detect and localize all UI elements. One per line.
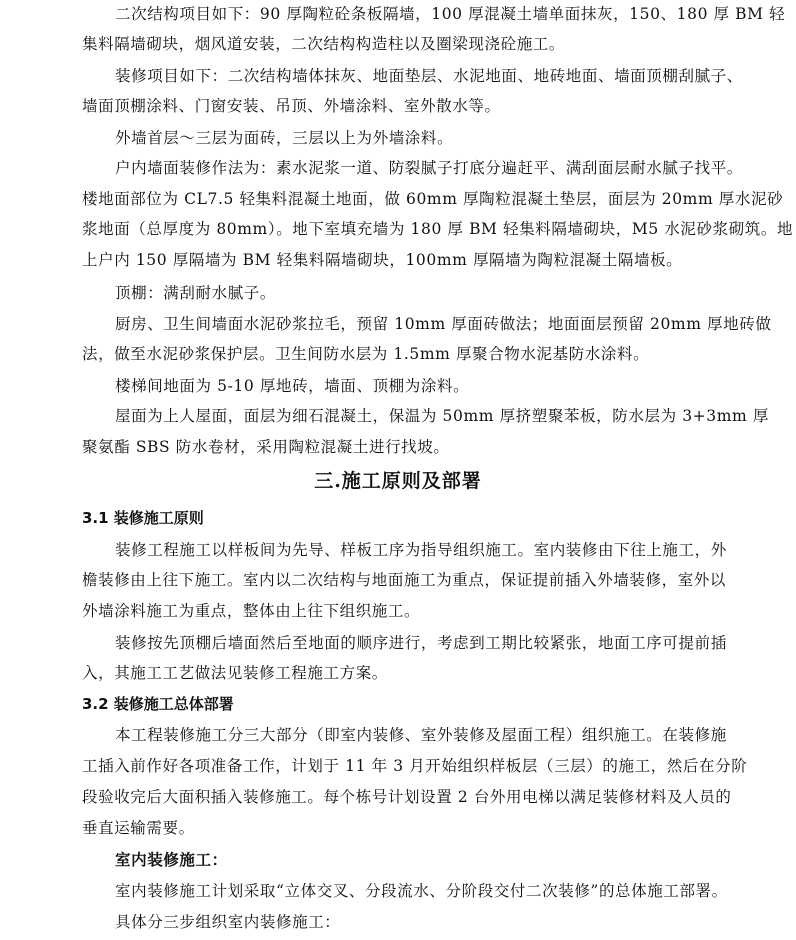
s32-p1-line-4: 垂直运输需要。 (82, 819, 195, 837)
intro-p4-line-1: 户内墙面装修作法为：素水泥浆一道、防裂腻子打底分遍赶平、满刮面层耐水腻子找平。 (115, 159, 743, 177)
s31-p2-line-2: 入，其施工工艺做法见装修工程施工方案。 (82, 664, 388, 682)
intro-p4-line-4: 上户内 150 厚隔墙为 BM 轻集料隔墙砌块，100mm 厚隔墙为陶粒混凝土隔墙板。 (82, 251, 683, 269)
intro-p3-line-1: 外墙首层～三层为面砖，三层以上为外墙涂料。 (115, 129, 454, 147)
intro-p4-line-2: 楼地面部位为 CL7.5 轻集料混凝土地面，做 60mm 厚陶粒混凝土垫层，面层为 20mm 厚水泥砂 (82, 190, 784, 208)
intro-p1-line-1: 二次结构项目如下：90 厚陶粒砼条板隔墙，100 厚混凝土墙单面抹灰，150、180 厚 BM 轻 (115, 5, 786, 23)
subsection-heading-3-2: 3.2 装修施工总体部署 (82, 695, 234, 713)
s31-p2-line-1: 装修按先顶棚后墙面然后至地面的顺序进行，考虑到工期比较紧张，地面工序可提前插 (115, 634, 727, 652)
intro-p8-line-1: 屋面为上人屋面，面层为细石混凝土，保温为 50mm 厚挤塑聚苯板，防水层为 3+3mm 厚 (115, 407, 769, 425)
intro-p2-line-2: 墙面顶棚涂料、门窗安装、吊顶、外墙涂料、室外散水等。 (82, 97, 501, 115)
s32-p1-line-3: 段验收完后大面积插入装修施工。每个栋号计划设置 2 台外用电梯以满足装修材料及人员的 (82, 788, 732, 806)
section-title: 三.施工原则及部署 (314, 470, 482, 492)
intro-p7-line-1: 楼梯间地面为 5-10 厚地砖，墙面、顶棚为涂料。 (115, 377, 470, 395)
intro-p8-line-2: 聚氨酯 SBS 防水卷材，采用陶粒混凝土进行找坡。 (82, 438, 450, 456)
intro-p5-line-1: 顶棚：满刮耐水腻子。 (115, 284, 277, 302)
s31-p1-line-2: 檐装修由上往下施工。室内以二次结构与地面施工为重点，保证提前插入外墙装修，室外以 (82, 571, 727, 589)
s32-p2-line-1: 室内装修施工计划采取“立体交叉、分段流水、分阶段交付二次装修”的总体施工部署。 (115, 882, 728, 900)
s31-p1-line-1: 装修工程施工以样板间为先导、样板工序为指导组织施工。室内装修由下往上施工，外 (115, 541, 727, 559)
s32-p1-line-1: 本工程装修施工分三大部分（即室内装修、室外装修及屋面工程）组织施工。在装修施 (115, 726, 727, 744)
intro-p1-line-2: 集料隔墙砌块，烟风道安装，二次结构构造柱以及圈梁现浇砼施工。 (82, 35, 566, 53)
intro-p2-line-1: 装修项目如下：二次结构墙体抹灰、地面垫层、水泥地面、地砖地面、墙面顶棚刮腻子、 (115, 67, 743, 85)
s32-p1-line-2: 工插入前作好各项准备工作，计划于 11 年 3 月开始组织样板层（三层）的施工，然后在分阶 (82, 757, 748, 775)
intro-p6-line-1: 厨房、卫生间墙面水泥砂浆拉毛，预留 10mm 厚面砖做法；地面面层预留 20mm 厚地砖做 (115, 315, 772, 333)
intro-p4-line-3: 浆地面（总厚度为 80mm）。地下室填充墙为 180 厚 BM 轻集料隔墙砌块，M5 水泥砂浆砌筑。地 (82, 220, 794, 238)
indoor-decoration-heading: 室内装修施工： (115, 850, 228, 869)
s31-p1-line-3: 外墙涂料施工为重点，整体由上往下组织施工。 (82, 602, 421, 620)
intro-p6-line-2: 法，做至水泥砂浆保护层。卫生间防水层为 1.5mm 厚聚合物水泥基防水涂料。 (82, 345, 650, 363)
subsection-heading-3-1: 3.1 装修施工原则 (82, 509, 204, 527)
s32-p2-line-2: 具体分三步组织室内装修施工： (115, 913, 341, 931)
